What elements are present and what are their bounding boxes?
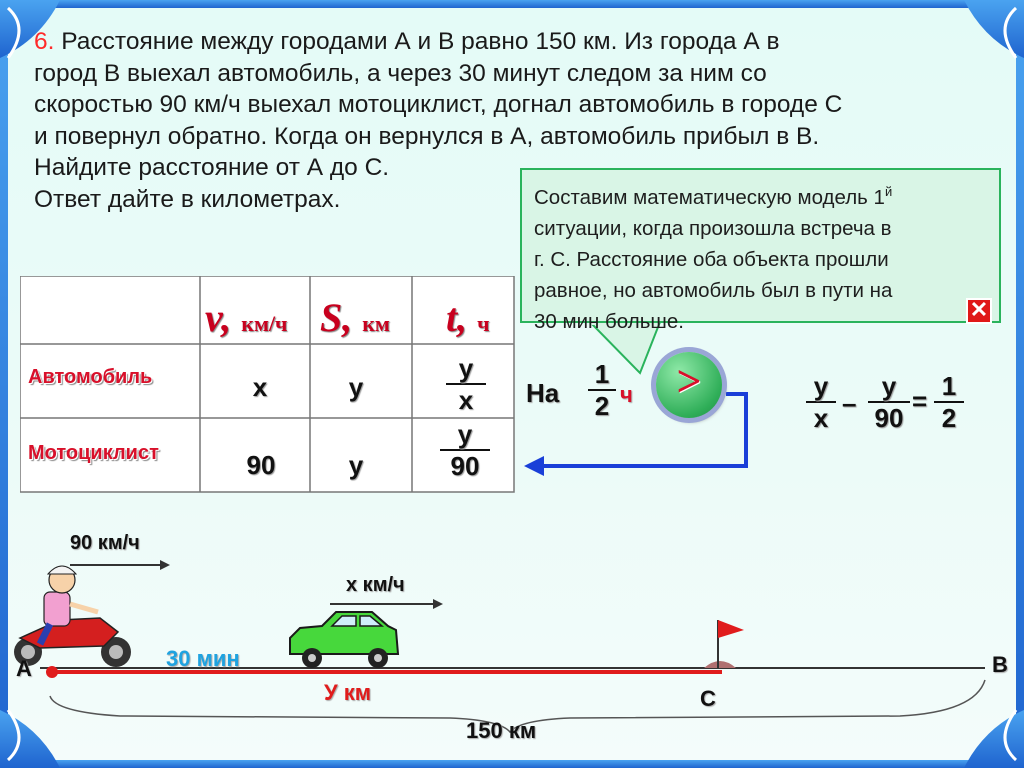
total-distance-label: 150 км [466, 718, 537, 743]
eq-minus: – [842, 388, 857, 418]
cell-moto-t: у 90 [440, 420, 490, 480]
eq-fraction-1: у х [806, 372, 836, 432]
eq-fraction-result: 1 2 [934, 372, 964, 432]
problem-number: 6. [34, 28, 55, 55]
distance-ac-label: У км [324, 680, 372, 705]
cell-car-t: у х [446, 354, 486, 414]
eq-equals: = [912, 386, 928, 416]
point-c-label: С [700, 686, 716, 711]
header-distance: S, км [320, 295, 390, 340]
problem-line-3: скоростью 90 км/ч выехал мотоциклист, догнал автомобиль в городе С [34, 91, 843, 118]
car-icon [290, 612, 398, 668]
greater-than-symbol: > [676, 357, 702, 406]
header-speed: v, км/ч [205, 295, 288, 340]
problem-line-1: 6. Расстояние между городами А и В равно 150 км. Из города А в [34, 28, 780, 55]
tip-callout [520, 168, 1001, 333]
point-b-label: В [992, 652, 1008, 677]
problem-line-2: город В выехал автомобиль, а через 30 минут следом за ним со [34, 59, 767, 87]
point-a-marker [46, 666, 58, 678]
comparison-unit: ч [620, 382, 633, 407]
row-label-moto: Мотоциклист [28, 442, 159, 464]
close-button[interactable]: ✕ [966, 298, 992, 324]
comparison-prefix: На [526, 378, 560, 408]
cell-car-s: у [348, 372, 364, 402]
tip-line-5: 30 мин больше. [534, 309, 684, 333]
row-label-car: Автомобиль [28, 366, 153, 388]
moto-speed-label: 90 км/ч [70, 532, 140, 554]
problem-line-5: Найдите расстояние от А до С. [34, 154, 390, 181]
eq-fraction-2: у 90 [868, 372, 910, 432]
tip-line-2: ситуации, когда произошла встреча в [534, 216, 892, 240]
delay-label: 30 мин [166, 646, 240, 671]
flag-icon [718, 620, 744, 638]
connector-arrow [520, 350, 760, 485]
cell-moto-s: у [348, 450, 364, 480]
comparison-fraction: 1 2 [588, 360, 616, 420]
car-speed-label: х км/ч [346, 574, 405, 596]
cell-car-v: х [252, 372, 268, 402]
point-a-label: А [16, 656, 32, 681]
tip-line-4: равное, но автомобиль был в пути на [534, 278, 893, 302]
problem-line-4: и повернул обратно. Когда он вернулся в А, автомобиль прибыл в В. [34, 122, 820, 150]
cell-moto-v: 90 [246, 450, 276, 480]
tip-line-1: Составим математическую модель $1^й$ [534, 184, 893, 209]
motorcyclist-icon [14, 566, 131, 667]
tip-line-3: г. С. Расстояние оба объекта прошли [534, 247, 889, 271]
problem-line-6: Ответ дайте в километрах. [34, 185, 341, 213]
greater-than-button[interactable] [656, 352, 722, 418]
header-time: t, ч [446, 295, 490, 340]
